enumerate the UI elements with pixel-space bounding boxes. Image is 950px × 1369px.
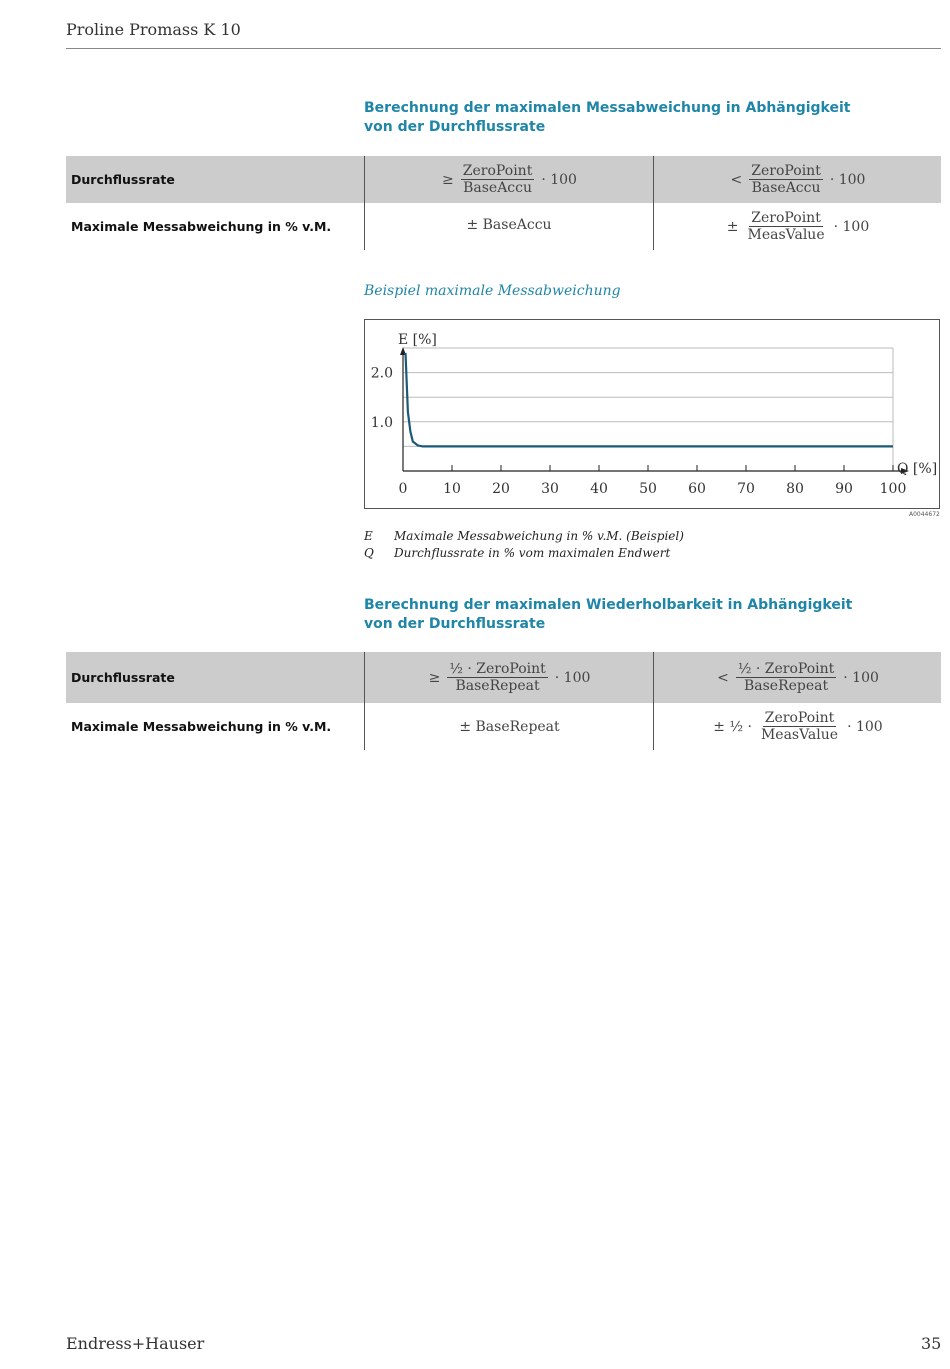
formula-cell: [364, 652, 654, 703]
formula-prefix: ± ½ ·: [713, 718, 752, 735]
page-number: 35: [921, 1334, 942, 1353]
denominator: MeasValue: [760, 727, 839, 743]
numerator: ZeroPoint: [751, 210, 821, 226]
numerator: ZeroPoint: [462, 163, 533, 179]
x-tick-label: 50: [639, 481, 657, 497]
document-title: Proline Promass K 10: [66, 20, 241, 39]
formula-text: ± BaseRepeat: [459, 718, 560, 735]
formula-prefix: ≥: [428, 669, 441, 686]
figure-id: A0044672: [909, 511, 940, 518]
table-row: [66, 203, 941, 250]
formula-prefix: <: [730, 171, 743, 188]
legend-text: Maximale Messabweichung in % v.M. (Beispiel): [394, 529, 684, 543]
x-tick-label: 20: [492, 481, 510, 497]
formula-cell: [653, 156, 942, 203]
fraction: [749, 163, 823, 196]
numerator: ½ · ZeroPoint: [737, 661, 835, 677]
numerator: ½ · ZeroPoint: [449, 661, 546, 677]
y-axis-label: E [%]: [398, 332, 437, 348]
numerator: ZeroPoint: [764, 710, 835, 726]
x-tick-label: 80: [786, 481, 804, 497]
denominator: BaseRepeat: [743, 678, 829, 694]
row-label: Durchflussrate: [71, 670, 175, 685]
legend-key: Q: [364, 546, 374, 560]
header-rule: [66, 48, 941, 49]
x-tick-label: 40: [590, 481, 608, 497]
fraction: [447, 661, 547, 694]
formula-text: ± BaseAccu: [466, 217, 552, 233]
error-curve-chart: [364, 319, 940, 509]
formula-suffix: · 100: [829, 171, 866, 188]
denominator: BaseAccu: [751, 180, 821, 196]
formula-suffix: · 100: [554, 669, 591, 686]
accuracy-table: [66, 156, 941, 250]
fraction: [746, 210, 827, 243]
formula-cell: [653, 703, 942, 750]
error-curve: [406, 353, 894, 447]
formula-suffix: · 100: [847, 718, 883, 735]
formula-cell: [653, 652, 942, 703]
formula-prefix: <: [717, 669, 729, 686]
x-tick-label: 90: [835, 481, 853, 497]
footer-brand: Endress+Hauser: [66, 1334, 205, 1353]
formula-cell: [364, 156, 654, 203]
repeatability-table: [66, 652, 941, 750]
table-row: [66, 652, 941, 703]
formula-cell: [364, 203, 653, 250]
fraction: [736, 661, 836, 694]
denominator: MeasValue: [747, 227, 825, 243]
x-tick-label: 0: [398, 481, 408, 497]
formula-prefix: ≥: [442, 171, 454, 188]
row-label: Maximale Messabweichung in % v.M.: [71, 719, 332, 734]
y-tick-label: 1.0: [370, 414, 393, 431]
figure-caption: Beispiel maximale Messabweichung: [364, 283, 621, 299]
x-tick-label: 10: [443, 481, 461, 497]
table-row: [66, 703, 941, 750]
x-tick-label: 70: [737, 481, 755, 497]
x-tick-label: 100: [879, 481, 907, 497]
denominator: BaseRepeat: [455, 678, 540, 694]
fraction: [759, 710, 840, 743]
x-axis-label: Q [%]: [897, 461, 938, 477]
fraction: [461, 163, 535, 196]
formula-suffix: · 100: [843, 669, 879, 686]
row-label: Maximale Messabweichung in % v.M.: [71, 219, 332, 234]
x-tick-label: 60: [688, 481, 706, 497]
y-tick-label: 2.0: [370, 365, 393, 382]
formula-prefix: ±: [726, 218, 739, 235]
x-tick-label: 30: [541, 481, 559, 497]
formula-cell: [653, 203, 942, 250]
section-heading-repeatability: Berechnung der maximalen Wiederholbarkeit in Abhängigkeit von der Durchflussrate: [364, 597, 853, 632]
section-heading-accuracy: Berechnung der maximalen Messabweichung in Abhängigkeit von der Durchflussrate: [364, 100, 851, 135]
legend-text: Durchflussrate in % vom maximalen Endwert: [394, 546, 671, 560]
formula-suffix: · 100: [833, 218, 870, 235]
formula-cell: [364, 703, 654, 750]
formula-suffix: · 100: [541, 171, 577, 188]
table-row: [66, 156, 941, 203]
numerator: ZeroPoint: [751, 163, 821, 179]
row-label: Durchflussrate: [71, 172, 175, 187]
legend-key: E: [364, 529, 373, 543]
denominator: BaseAccu: [463, 180, 533, 196]
